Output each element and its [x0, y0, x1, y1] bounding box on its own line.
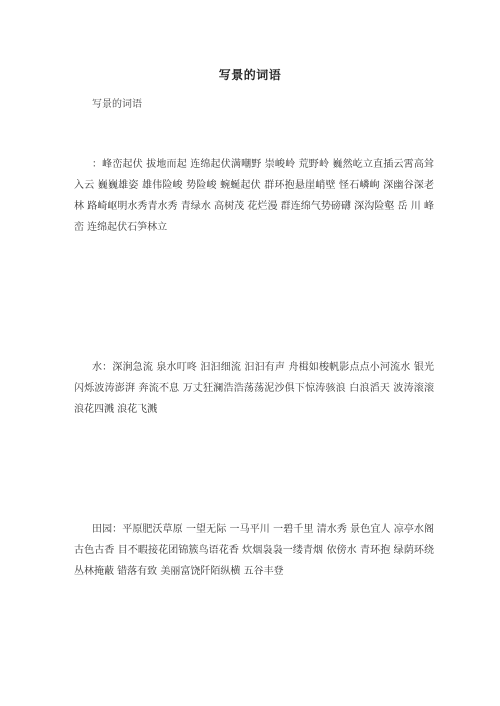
- paragraph-countryside: 田园：平原肥沃草原 一望无际 一马平川 一碧千里 清水秀 景色宜人 凉亭水阁 古色古香 目不暇接花团锦簇鸟语花香 炊烟袅袅一缕青烟 依傍水 青环抱 绿荫环绕 丛林掩蔽 错落有致 美丽富饶阡陌纵横 五谷丰登: [74, 524, 434, 577]
- paragraph-water: 水：深涧急流 泉水叮咚 汩汩细流 汩汩有声 舟楫如梭帆影点点小河流水 银光闪烁波涛澎湃 奔流不息 万丈狂澜浩浩荡荡泥沙俱下惊涛骇浪 白浪滔天 波涛滚滚 浪花四溅 浪花飞溅: [74, 362, 434, 415]
- document-title: 写景的词语: [218, 68, 282, 82]
- paragraph-mountains: ：峰峦起伏 拔地而起 连绵起伏满嘲野 崇峻岭 荒野岭 巍然屹立直插云霄高耸入云 巍巍雄姿 雄伟险峻 势险峻 蜿蜒起伏 群环抱悬崖峭壁 怪石嶙峋 深幽谷深老林 路崎岖明水秀青水秀 青绿水 高树茂 花烂漫 群连绵气势磅礴 深沟险壑 岳 川 峰 峦 连绵起伏石笋林立: [74, 159, 434, 233]
- document-subtitle: 写景的词语: [92, 99, 142, 110]
